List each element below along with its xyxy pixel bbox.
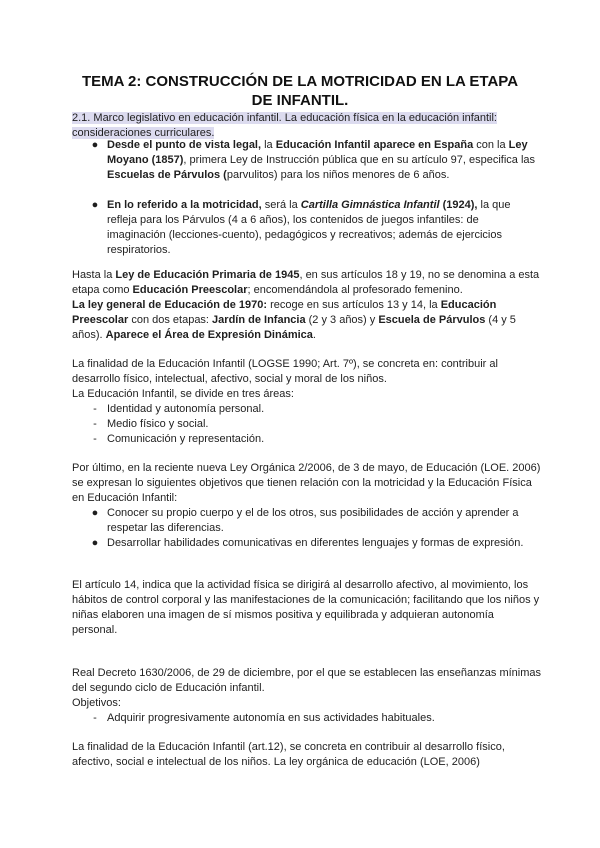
dash-marker: - (93, 712, 97, 724)
paragraph-1970: La ley general de Educación de 1970: recoge en sus artículos 13 y 14, la Educación Preescolar con dos etapas: Jardín de Infancia (2 y 3 años) y Escuela de Párvulos (4 y 5 años). Aparece el Área de Expresión Dinámica. (72, 299, 516, 341)
list-item (93, 402, 537, 417)
bullet1-bold: Educación Infantil aparece en España (275, 139, 474, 151)
list-item (93, 417, 537, 432)
bullet-marker: ● (91, 537, 99, 549)
bullet1-text: con la (473, 139, 509, 151)
objective-text: Desarrollar habilidades comunicativas en diferentes lenguajes y formas de expresión. (107, 537, 524, 549)
article-14-text: El artículo 14, indica que la actividad física se dirigirá al desarrollo afectivo, al movimiento, los hábitos de control corporal y las manifestaciones de la comunicación; facilitando que los niños y niñas elaboren una imagen de sí mismos positiva y equilibrada y adquieran autonomía personal. (72, 579, 540, 636)
paragraph-article-14 (72, 578, 542, 638)
paragraph-1945: Hasta la Ley de Educación Primaria de 1945, en sus artículos 18 y 19, no se denomina a esta etapa como Educación Preescolar; encomendándola al profesorado femenino. (72, 269, 540, 296)
paragraph-finalidad (72, 740, 542, 770)
page-title: TEMA 2: CONSTRUCCIÓN DE LA MOTRICIDAD EN LA ETAPA DE INFANTIL. (81, 73, 519, 109)
list-item (93, 711, 537, 726)
dash-marker: - (93, 403, 97, 415)
objectives-label: Objetivos: (72, 697, 121, 709)
bullet1-bold: Escuelas de Párvulos ( (107, 169, 227, 181)
objective-text: Adquirir progresivamente autonomía en sus actividades habituales. (107, 712, 435, 724)
section-heading-text: 2.1. Marco legislativo en educación infantil. La educación física en la educación infantil: consideraciones curriculares. (72, 112, 497, 139)
bullet2-year: (1924), (439, 199, 478, 211)
area-label: Comunicación y representación. (107, 433, 265, 445)
law-1945: Ley de Educación Primaria de 1945 (115, 269, 300, 281)
bullet1-law: Ley Moyano (1857) (107, 139, 528, 166)
list-item (91, 506, 537, 536)
list-item (93, 432, 537, 447)
law-1970: La ley general de Educación de 1970: (72, 299, 268, 311)
bullet-cartilla-gimnastica (91, 198, 537, 258)
logse-text: La finalidad de la Educación Infantil (LOGSE 1990; Art. 7º), se concreta en: contribuir al desarrollo físico, intelectual, afectivo, social y moral de los niños. (72, 358, 498, 385)
bullet2-title: Cartilla Gimnástica Infantil (300, 199, 440, 211)
paragraph-logse (72, 357, 542, 402)
bullet1-text: parvulitos) para los niños menores de 6 años. (226, 169, 450, 181)
paragraph-loe (72, 461, 542, 506)
finalidad-text: La finalidad de la Educación Infantil (art.12), se concreta en contribuir al desarrollo físico, afectivo, social e intelectual de los niños. La ley orgánica de educación (LOE, 2006) (72, 741, 505, 768)
bullet-marker: ● (91, 507, 99, 519)
bullet-marker: ● (91, 139, 99, 151)
bullet-ley-moyano (91, 138, 537, 183)
dash-marker: - (93, 418, 97, 430)
bullet2-text: será la (261, 199, 301, 211)
bullet1-text: la (261, 139, 276, 151)
area-label: Identidad y autonomía personal. (107, 403, 265, 415)
real-decreto-text: Real Decreto 1630/2006, de 29 de diciembre, por el que se establecen las enseñanzas mínimas del segundo ciclo de Educación infantil. (72, 667, 542, 694)
bullet2-text: la que refleja para los Párvulos (4 a 6 años), los contenidos de juegos infantiles: de imaginación (lecciones-cuento), pedagógicos y recreativos; además de ejercicios respiratorios. (107, 199, 511, 256)
paragraph-real-decreto (72, 666, 542, 711)
areas-intro: La Educación Infantil, se divide en tres áreas: (72, 388, 294, 400)
objective-text: Conocer su propio cuerpo y el de los otros, sus posibilidades de acción y aprender a respetar las diferencias. (107, 507, 519, 534)
bullet1-lead: Desde el punto de vista legal, (107, 139, 262, 151)
section-heading (72, 111, 542, 141)
bullet2-lead: En lo referido a la motricidad, (107, 199, 262, 211)
dash-marker: - (93, 433, 97, 445)
loe-text: Por último, en la reciente nueva Ley Orgánica 2/2006, de 3 de mayo, de Educación (LOE. 2006) se expresan lo siguientes objetivos que tienen relación con la motricidad y la Educación Física en Educación Infantil: (72, 462, 541, 504)
paragraph-history (72, 268, 542, 343)
list-item (91, 536, 537, 551)
area-label: Medio físico y social. (107, 418, 209, 430)
bullet-marker: ● (91, 199, 99, 211)
bullet1-text: , primera Ley de Instrucción pública que en su artículo 97, especifica las (183, 154, 536, 166)
